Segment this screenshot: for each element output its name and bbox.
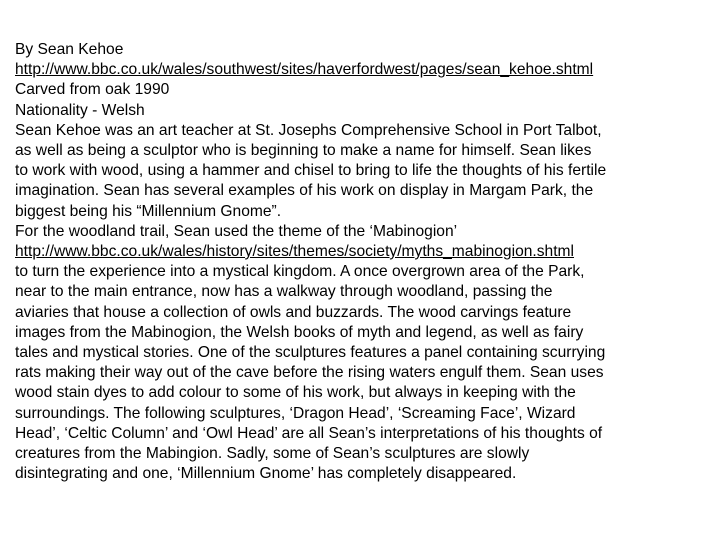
paragraph-line: surroundings. The following sculptures, ‘Dragon Head’, ‘Screaming Face’, Wizard xyxy=(15,404,576,422)
paragraph-line: rats making their way out of the cave before the rising waters engulf them. Sean uses xyxy=(15,364,604,382)
byline: By Sean Kehoe xyxy=(15,41,124,58)
sean-kehoe-link[interactable]: http://www.bbc.co.uk/wales/southwest/sites/haverfordwest/pages/sean_kehoe.shtml xyxy=(15,61,594,79)
paragraph-line: imagination. Sean has several examples of his work on display in Margam Park, the xyxy=(15,182,594,200)
woodland-intro: For the woodland trail, Sean used the theme of the ‘Mabinogion’ xyxy=(15,222,458,240)
paragraph-line: as well as being a sculptor who is beginning to make a name for himself. Sean likes xyxy=(15,142,592,160)
mabinogion-link[interactable]: http://www.bbc.co.uk/wales/history/sites/themes/society/myths_mabinogion.shtml xyxy=(15,243,575,261)
paragraph-line: Sean Kehoe was an art teacher at St. Josephs Comprehensive School in Port Talbot, xyxy=(15,121,602,139)
paragraph-line: creatures from the Mabingion. Sadly, some of Sean’s sculptures are slowly xyxy=(15,445,530,463)
paragraph-line: to turn the experience into a mystical kingdom. A once overgrown area of the Park, xyxy=(15,263,585,281)
paragraph-line: biggest being his “Millennium Gnome”. xyxy=(15,202,282,220)
paragraph-line: aviaries that house a collection of owls and buzzards. The wood carvings feature xyxy=(15,303,572,321)
carved-info: Carved from oak 1990 xyxy=(15,81,170,99)
document-body xyxy=(15,40,705,484)
paragraph-line: near to the main entrance, now has a walkway through woodland, passing the xyxy=(15,283,553,301)
paragraph-line: images from the Mabinogion, the Welsh books of myth and legend, as well as fairy xyxy=(15,323,584,341)
nationality-info: Nationality - Welsh xyxy=(15,101,145,119)
paragraph-line: tales and mystical stories. One of the sculptures features a panel containing scurrying xyxy=(15,344,606,362)
paragraph-line: Head’, ‘Celtic Column’ and ‘Owl Head’ are all Sean’s interpretations of his thoughts of xyxy=(15,424,603,442)
paragraph-line: to work with wood, using a hammer and chisel to bring to life the thoughts of his fertile xyxy=(15,162,607,180)
paragraph-line: disintegrating and one, ‘Millennium Gnome’ has completely disappeared. xyxy=(15,465,517,483)
paragraph-line: wood stain dyes to add colour to some of his work, but always in keeping with the xyxy=(15,384,576,402)
